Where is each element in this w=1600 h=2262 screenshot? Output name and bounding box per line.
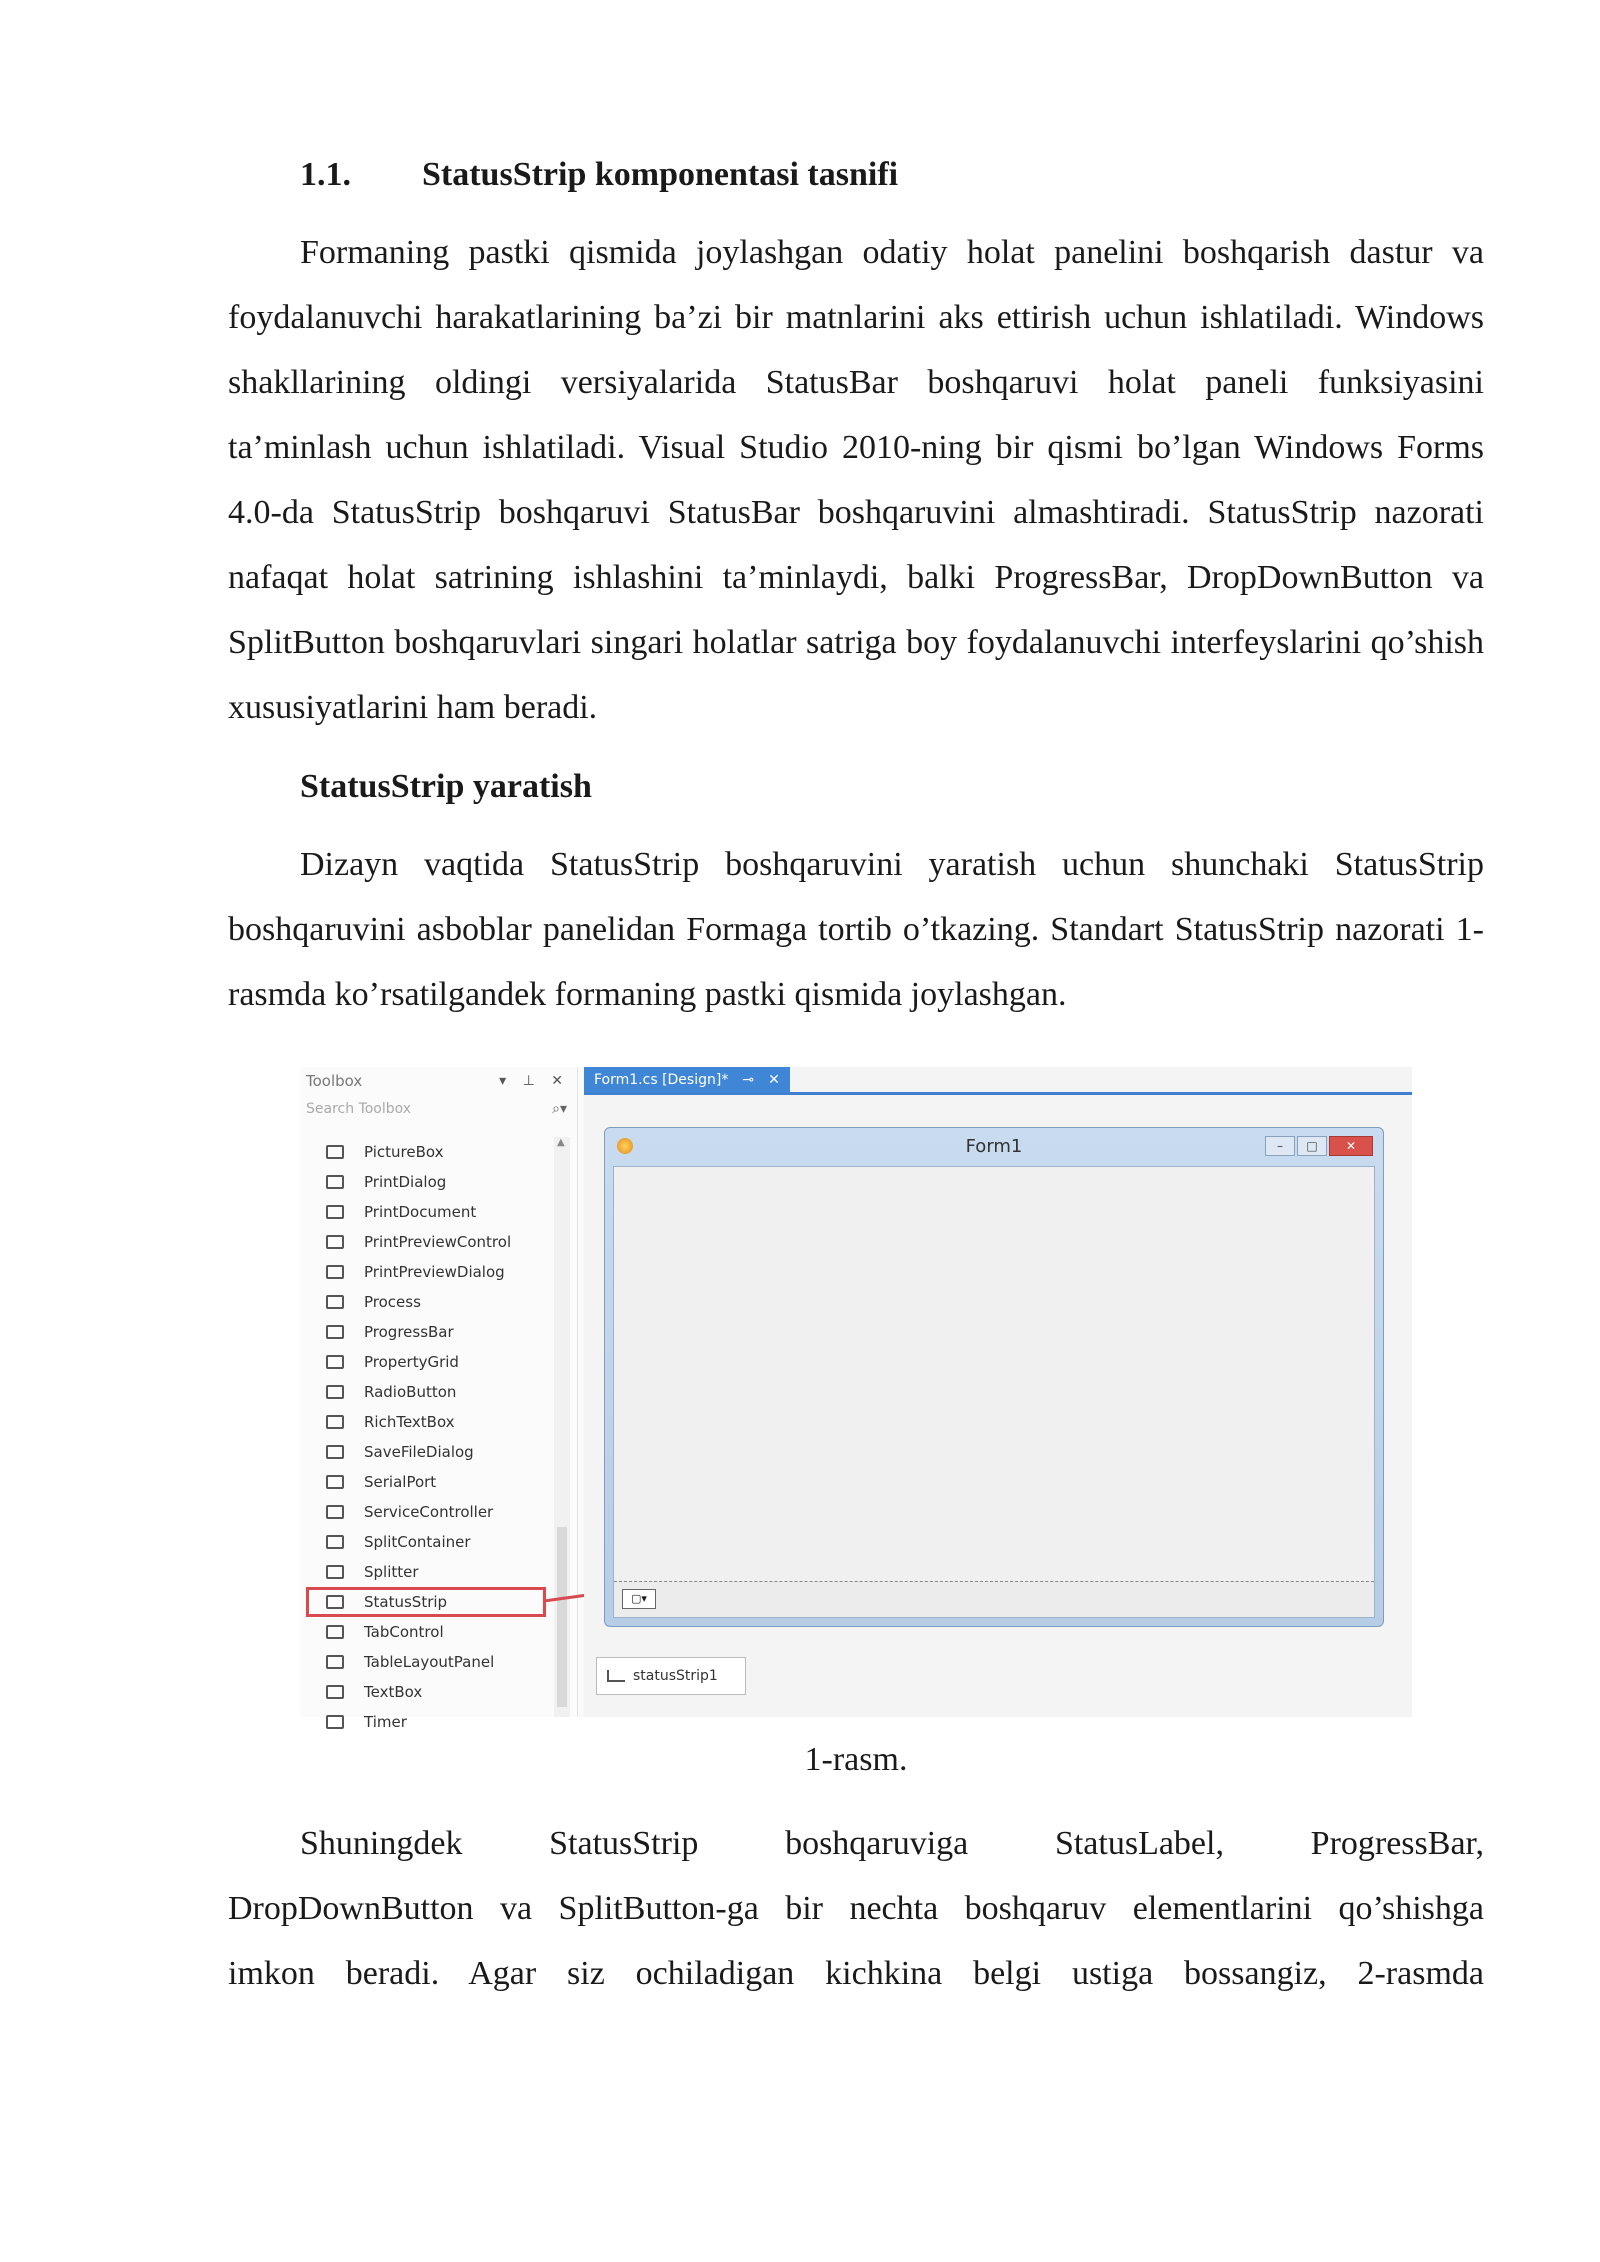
toolbox-item-label: PrintDialog bbox=[364, 1173, 447, 1191]
paragraph-intro: Formaning pastki qismida joylashgan odatiy holat panelini boshqarish dastur va foydalanuvchi harakatlarining ba’zi bir matnlarini aks ettirish uchun ishlatiladi. Windows shakllarining oldingi versiyalarida StatusBar boshqaruvi holat paneli funksiyasini ta’minlash uchun ishlatiladi. Visual Studio 2010-ning bir qismi bo’lgan Windows Forms 4.0-da StatusStrip boshqaruvi StatusBar boshqaruvini almashtiradi. StatusStrip nazorati nafaqat holat satrining ishlashini ta’minlaydi, balki ProgressBar, DropDownButton va SplitButton boshqaruvlari singari holatlar satriga boy foydalanuvchi interfeyslarini qo’shish xususiyatlarini ham beradi. bbox=[228, 234, 1484, 726]
tray-component-label: statusStrip1 bbox=[633, 1668, 718, 1684]
toolbox-item-label: ServiceController bbox=[364, 1503, 494, 1521]
toolbox-item-label: Splitter bbox=[364, 1563, 419, 1581]
toolbox-item[interactable] bbox=[300, 1317, 555, 1347]
maximize-icon[interactable]: □ bbox=[1297, 1136, 1327, 1156]
toolbox-item-label: SplitContainer bbox=[364, 1533, 471, 1551]
toolbox-item-label: TableLayoutPanel bbox=[364, 1653, 495, 1671]
toolbox-item[interactable] bbox=[300, 1197, 555, 1227]
toolbox-item-label: RadioButton bbox=[364, 1383, 457, 1401]
toolbox-item-icon bbox=[326, 1415, 344, 1429]
figure-caption: 1-rasm. bbox=[804, 1741, 908, 1778]
toolbox-item-icon bbox=[326, 1145, 344, 1159]
toolbox-item-label: Timer bbox=[364, 1713, 407, 1731]
close-window-icon[interactable]: ✕ bbox=[1329, 1136, 1373, 1156]
statusstrip-icon bbox=[607, 1670, 625, 1682]
toolbox-item[interactable] bbox=[300, 1407, 555, 1437]
toolbox-item-icon bbox=[326, 1205, 344, 1219]
toolbox-panel bbox=[300, 1067, 578, 1731]
document-page bbox=[228, 150, 1484, 2006]
toolbox-item-label: SaveFileDialog bbox=[364, 1443, 474, 1461]
toolbox-item-list bbox=[300, 1137, 555, 1737]
form-client-area[interactable] bbox=[613, 1166, 1375, 1618]
toolbox-item-icon bbox=[326, 1625, 344, 1639]
toolbox-item-icon bbox=[326, 1535, 344, 1549]
component-tray-item[interactable] bbox=[596, 1657, 746, 1695]
toolbox-window-controls[interactable]: ▾ ⊥ ✕ bbox=[499, 1073, 569, 1089]
toolbox-item-label: PropertyGrid bbox=[364, 1353, 459, 1371]
toolbox-item-icon bbox=[326, 1445, 344, 1459]
toolbox-item-label: StatusStrip bbox=[364, 1593, 448, 1611]
scrollbar-thumb[interactable] bbox=[557, 1527, 567, 1707]
form-designer bbox=[584, 1067, 1412, 1717]
pin-icon[interactable]: ⊸ bbox=[742, 1072, 755, 1088]
toolbox-item-icon bbox=[326, 1715, 344, 1729]
toolbox-item-icon bbox=[326, 1235, 344, 1249]
minimize-icon[interactable]: – bbox=[1265, 1136, 1295, 1156]
toolbox-item-icon bbox=[326, 1565, 344, 1579]
close-icon[interactable]: ✕ bbox=[768, 1072, 780, 1088]
toolbox-item-label: Process bbox=[364, 1293, 421, 1311]
section-title: StatusStrip komponentasi tasnifi bbox=[422, 156, 899, 193]
toolbox-item-icon bbox=[326, 1325, 344, 1339]
toolbox-item[interactable] bbox=[306, 1587, 546, 1617]
toolbox-item[interactable] bbox=[300, 1137, 555, 1167]
toolbox-item-icon bbox=[326, 1505, 344, 1519]
statusstrip-add-dropdown[interactable]: ▢▾ bbox=[622, 1589, 656, 1609]
toolbox-item[interactable] bbox=[300, 1377, 555, 1407]
toolbox-item[interactable] bbox=[300, 1707, 555, 1737]
toolbox-item-label: PrintDocument bbox=[364, 1203, 477, 1221]
toolbox-item[interactable] bbox=[300, 1167, 555, 1197]
toolbox-item[interactable] bbox=[300, 1557, 555, 1587]
toolbox-item[interactable] bbox=[300, 1347, 555, 1377]
toolbox-titlebar bbox=[300, 1067, 577, 1095]
toolbox-item-icon bbox=[326, 1595, 344, 1609]
toolbox-item[interactable] bbox=[300, 1467, 555, 1497]
toolbox-item-icon bbox=[326, 1655, 344, 1669]
designer-tab-strip bbox=[584, 1067, 1412, 1095]
toolbox-item-icon bbox=[326, 1295, 344, 1309]
scroll-up-icon[interactable]: ▲ bbox=[557, 1137, 565, 1148]
toolbox-item-label: PrintPreviewControl bbox=[364, 1233, 512, 1251]
toolbox-item-icon bbox=[326, 1475, 344, 1489]
paragraph-additional bbox=[228, 1811, 1484, 2006]
toolbox-item[interactable] bbox=[300, 1677, 555, 1707]
toolbox-item-icon bbox=[326, 1355, 344, 1369]
subheading-create: StatusStrip yaratish bbox=[300, 768, 592, 805]
toolbox-item-label: SerialPort bbox=[364, 1473, 437, 1491]
toolbox-item-icon bbox=[326, 1265, 344, 1279]
toolbox-item-icon bbox=[326, 1175, 344, 1189]
toolbox-item-icon bbox=[326, 1385, 344, 1399]
toolbox-item[interactable] bbox=[300, 1257, 555, 1287]
form-title: Form1 bbox=[965, 1136, 1023, 1157]
toolbox-item[interactable] bbox=[300, 1287, 555, 1317]
toolbox-item[interactable] bbox=[300, 1437, 555, 1467]
toolbox-title: Toolbox bbox=[306, 1072, 363, 1090]
toolbox-item[interactable] bbox=[300, 1227, 555, 1257]
toolbox-item[interactable] bbox=[300, 1497, 555, 1527]
section-number: 1.1. bbox=[300, 156, 351, 193]
paragraph-design-time: Dizayn vaqtida StatusStrip boshqaruvini yaratish uchun shunchaki StatusStrip boshqaruvini asboblar panelidan Formaga tortib o’tkazing. Standart StatusStrip nazorati 1-rasmda ko’rsatilgandek formaning pastki qismida joylashgan. bbox=[228, 846, 1484, 1013]
toolbox-item-label: PictureBox bbox=[364, 1143, 444, 1161]
toolbox-item-label: TabControl bbox=[364, 1623, 444, 1641]
toolbox-item[interactable] bbox=[300, 1647, 555, 1677]
toolbox-item-label: TextBox bbox=[364, 1683, 423, 1701]
paragraph-line: DropDownButton va SplitButton-ga bir nechta boshqaruv elementlarini qo’shishga bbox=[228, 1890, 1484, 1927]
search-icon[interactable]: ⌕▾ bbox=[552, 1101, 567, 1117]
form-window[interactable] bbox=[604, 1127, 1384, 1627]
toolbox-search[interactable] bbox=[300, 1095, 577, 1123]
paragraph-line: imkon beradi. Agar siz ochiladigan kichkina belgi ustiga bossangiz, 2-rasmda bbox=[228, 1955, 1484, 1992]
toolbox-item-icon bbox=[326, 1685, 344, 1699]
section-heading bbox=[300, 150, 1484, 200]
toolbox-item-label: RichTextBox bbox=[364, 1413, 455, 1431]
toolbox-search-input[interactable]: Search Toolbox bbox=[306, 1101, 412, 1117]
toolbox-item-label: ProgressBar bbox=[364, 1323, 454, 1341]
toolbox-item[interactable] bbox=[300, 1617, 555, 1647]
toolbox-scrollbar[interactable] bbox=[554, 1137, 570, 1717]
tab-form1-design[interactable] bbox=[584, 1067, 790, 1093]
form-titlebar bbox=[605, 1128, 1383, 1166]
toolbox-item-label: PrintPreviewDialog bbox=[364, 1263, 505, 1281]
statusstrip-control[interactable] bbox=[614, 1581, 1374, 1617]
toolbox-item[interactable] bbox=[300, 1527, 555, 1557]
form-window-buttons bbox=[1263, 1136, 1373, 1156]
tab-label: Form1.cs [Design]* bbox=[594, 1072, 729, 1088]
figure-screenshot bbox=[300, 1067, 1412, 1731]
paragraph-line: Shuningdek StatusStrip boshqaruviga StatusLabel, ProgressBar, bbox=[300, 1825, 1484, 1862]
